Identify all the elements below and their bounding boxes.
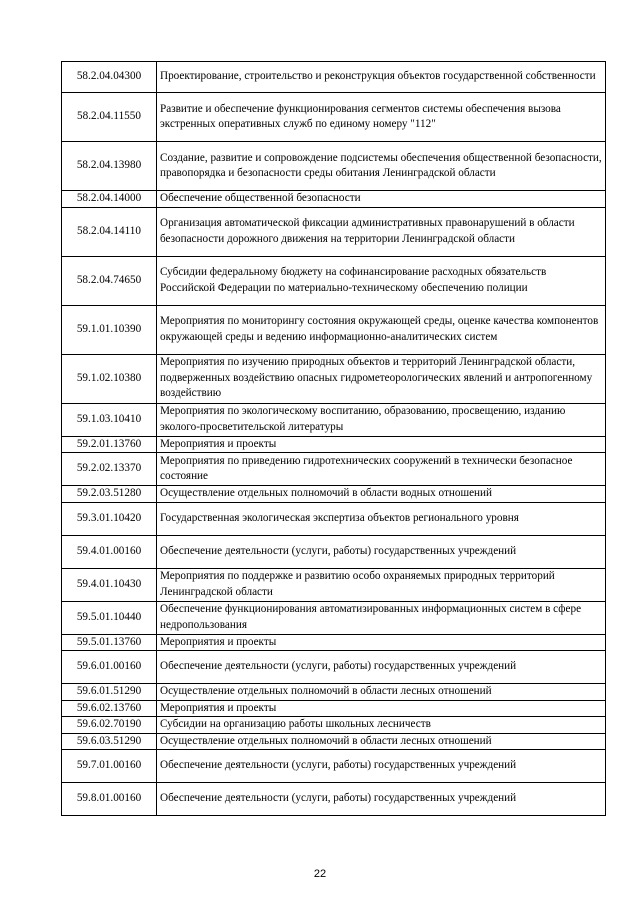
row-code: 59.6.02.70190 [62,717,157,734]
table-row [62,207,606,256]
row-description: Субсидии на организацию работы школьных лесничеств [157,717,606,734]
row-code: 59.8.01.00160 [62,783,157,816]
row-code: 59.7.01.00160 [62,750,157,783]
row-code: 58.2.04.04300 [62,62,157,93]
row-description: Мероприятия по мониторингу состояния окружающей среды, оценке качества компонентов окружающей среды и ведению информационно-аналитических систем [157,305,606,354]
table-row [62,717,606,734]
row-description: Субсидии федеральному бюджету на софинансирование расходных обязательств Российской Федерации по материально-техническому обеспечению полиции [157,256,606,305]
row-description: Осуществление отдельных полномочий в области лесных отношений [157,684,606,701]
table-row [62,733,606,750]
row-code: 59.5.01.13760 [62,634,157,651]
row-code: 58.2.04.11550 [62,93,157,142]
row-description: Осуществление отдельных полномочий в области водных отношений [157,486,606,503]
row-code: 59.5.01.10440 [62,601,157,634]
table-row [62,93,606,142]
table-row [62,486,606,503]
table-row [62,535,606,568]
row-description: Обеспечение общественной безопасности [157,191,606,208]
row-description: Развитие и обеспечение функционирования сегментов системы обеспечения вызова экстренных оперативных служб по единому номеру "112" [157,93,606,142]
table-row [62,700,606,717]
table-row [62,354,606,403]
row-description: Обеспечение деятельности (услуги, работы) государственных учреждений [157,750,606,783]
table-row [62,568,606,601]
row-code: 59.2.03.51280 [62,486,157,503]
row-description: Мероприятия и проекты [157,634,606,651]
table-row [62,750,606,783]
table-row [62,436,606,453]
row-code: 59.1.02.10380 [62,354,157,403]
table-row [62,601,606,634]
row-description: Проектирование, строительство и реконструкция объектов государственной собственности [157,62,606,93]
table-row [62,142,606,191]
row-code: 59.6.01.00160 [62,651,157,684]
row-code: 59.2.02.13370 [62,453,157,486]
row-code: 58.2.04.13980 [62,142,157,191]
row-description: Обеспечение деятельности (услуги, работы) государственных учреждений [157,783,606,816]
row-description: Создание, развитие и сопровождение подсистемы обеспечения общественной безопасности, правопорядка и безопасности среды обитания Ленинградской области [157,142,606,191]
row-code: 58.2.04.14000 [62,191,157,208]
row-code: 59.2.01.13760 [62,436,157,453]
table-row [62,256,606,305]
row-description: Обеспечение деятельности (услуги, работы) государственных учреждений [157,651,606,684]
table-row [62,783,606,816]
table-row [62,62,606,93]
budget-classification-table [61,61,606,816]
row-description: Осуществление отдельных полномочий в области лесных отношений [157,733,606,750]
table-row [62,191,606,208]
row-code: 59.3.01.10420 [62,502,157,535]
row-code: 58.2.04.14110 [62,207,157,256]
row-code: 59.6.03.51290 [62,733,157,750]
table-row [62,634,606,651]
row-description: Мероприятия по приведению гидротехнических сооружений в технически безопасное состояние [157,453,606,486]
table-row [62,305,606,354]
table-row [62,502,606,535]
row-code: 59.6.02.13760 [62,700,157,717]
row-code: 59.4.01.10430 [62,568,157,601]
row-code: 59.1.03.10410 [62,403,157,436]
row-code: 58.2.04.74650 [62,256,157,305]
row-description: Организация автоматической фиксации административных правонарушений в области безопасности дорожного движения на территории Ленинградской области [157,207,606,256]
table-row [62,453,606,486]
row-code: 59.4.01.00160 [62,535,157,568]
row-description: Государственная экологическая экспертиза объектов регионального уровня [157,502,606,535]
row-code: 59.6.01.51290 [62,684,157,701]
table-row [62,651,606,684]
row-description: Мероприятия по изучению природных объектов и территорий Ленинградской области, подверженных воздействию опасных гидрометеорологических явлений и антропогенному воздействию [157,354,606,403]
row-description: Мероприятия и проекты [157,700,606,717]
row-description: Обеспечение функционирования автоматизированных информационных систем в сфере недропользования [157,601,606,634]
row-description: Мероприятия и проекты [157,436,606,453]
table-row [62,684,606,701]
row-description: Мероприятия по экологическому воспитанию, образованию, просвещению, изданию эколого-просветительской литературы [157,403,606,436]
row-code: 59.1.01.10390 [62,305,157,354]
row-description: Обеспечение деятельности (услуги, работы) государственных учреждений [157,535,606,568]
table-row [62,403,606,436]
row-description: Мероприятия по поддержке и развитию особо охраняемых природных территорий Ленинградской области [157,568,606,601]
page-number: 22 [313,868,327,880]
